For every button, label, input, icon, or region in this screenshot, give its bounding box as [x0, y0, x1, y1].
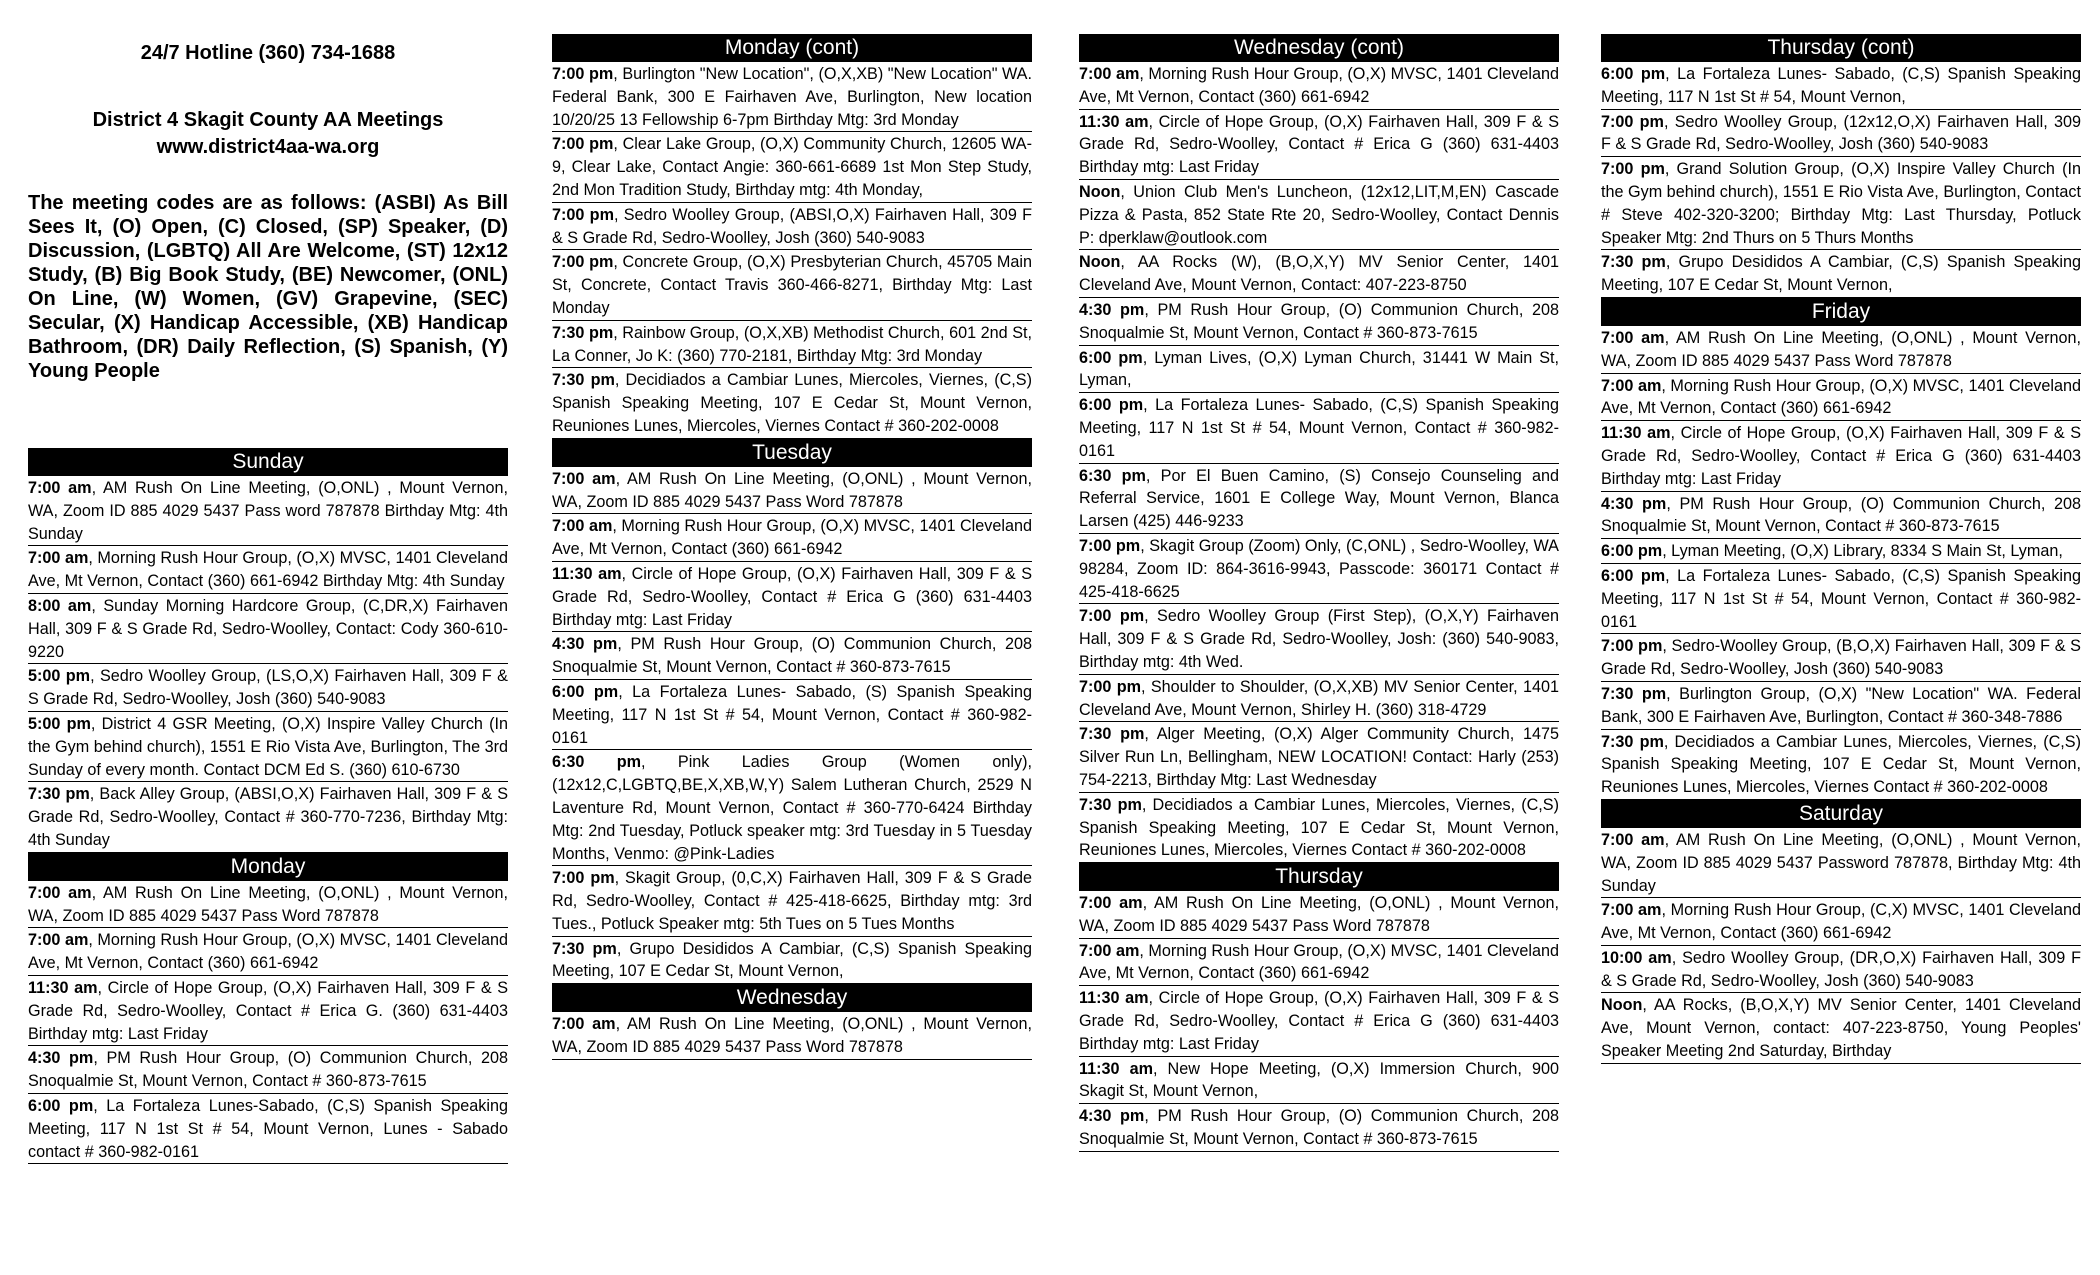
meeting-details: , Morning Rush Hour Group, (O,X) MVSC, 1401 Cleveland Ave, Mt Vernon, Contact (360) 661-6942 Birthday Mtg: 4th Sunday	[28, 549, 508, 591]
meeting-details: , Grupo Desididos A Cambiar, (C,S) Spanish Speaking Meeting, 107 E Cedar St, Mount Vernon,	[1601, 253, 2081, 295]
meeting-time: 7:30 pm	[1601, 684, 1667, 703]
meeting-time: 6:00 pm	[552, 682, 619, 701]
meeting-time: 11:30 am	[1601, 424, 1671, 443]
meeting-time: 6:00 pm	[1601, 566, 1666, 585]
meeting-entry	[552, 1012, 1032, 1060]
meeting-details: , Circle of Hope Group, (O,X) Fairhaven Hall, 309 F & S Grade Rd, Sedro-Woolley, Contact # Erica G (360) 631-4403 Birthday mtg: Last Friday	[1079, 112, 1559, 177]
day-header: Thursday (cont)	[1601, 34, 2081, 62]
meeting-time: 7:00 pm	[1601, 160, 1665, 179]
meeting-details: , Skagit Group, (0,C,X) Fairhaven Hall, 309 F & S Grade Rd, Sedro-Woolley, Contact # 425-418-6625, Birthday mtg: 3rd Tues., Potluck Speaker mtg: 5th Tues on 5 Tues Months	[552, 869, 1032, 933]
meeting-entry	[1079, 891, 1559, 939]
meeting-time: 7:30 pm	[1079, 795, 1142, 814]
meeting-time: 7:00 pm	[1079, 677, 1142, 696]
meeting-entry	[28, 1046, 508, 1094]
column-1	[28, 34, 508, 1264]
meeting-details: , AM Rush On Line Meeting, (O,ONL) , Mount Vernon, WA, Zoom ID 885 4029 5437 Password 787878, Birthday Mtg: 4th Sunday	[1601, 830, 2081, 895]
meeting-time: 7:00 pm	[1601, 112, 1664, 131]
meeting-entry	[1079, 1104, 1559, 1152]
meeting-time: 7:00 pm	[552, 869, 615, 888]
meeting-details: , Circle of Hope Group, (O,X) Fairhaven Hall, 309 F & S Grade Rd, Sedro-Woolley, Contact # Erica G. (360) 631-4403 Birthday mtg: Last Friday	[28, 978, 508, 1043]
meeting-entry	[552, 368, 1032, 438]
meeting-entry	[28, 664, 508, 712]
meeting-details: , Rainbow Group, (O,X,XB) Methodist Church, 601 2nd St, La Conner, Jo K: (360) 770-2181, Birthday Mtg: 3rd Monday	[552, 323, 1032, 365]
meeting-details: , Shoulder to Shoulder, (O,X,XB) MV Senior Center, 1401 Cleveland Ave, Mount Vernon, Shirley H. (360) 318-4729	[1079, 677, 1559, 719]
meeting-entry	[552, 866, 1032, 936]
meeting-time: 7:00 pm	[552, 135, 614, 154]
meeting-entry	[1079, 675, 1559, 723]
meeting-entry	[1601, 828, 2081, 898]
meeting-details: , La Fortaleza Lunes- Sabado, (C,S) Spanish Speaking Meeting, 117 N 1st St # 54, Mount Vernon, Contact # 360-982-0161	[1079, 396, 1559, 460]
meeting-time: Noon	[1601, 996, 1643, 1015]
meeting-details: , Clear Lake Group, (O,X) Community Church, 12605 WA-9, Clear Lake, Contact Angie: 360-661-6689 1st Mon Step Study, 2nd Mon Tradition Study, Birthday mtg: 4th Monday,	[552, 135, 1032, 199]
meeting-details: , Sunday Morning Hardcore Group, (C,DR,X) Fairhaven Hall, 309 F & S Grade Rd, Sedro-Woolley, Contact: Cody 360-610-9220	[28, 596, 508, 661]
meeting-entry	[552, 250, 1032, 320]
meeting-details: , AM Rush On Line Meeting, (O,ONL) , Mount Vernon, WA, Zoom ID 885 4029 5437 Pass Word 787878	[1079, 894, 1559, 935]
meeting-details: , La Fortaleza Lunes- Sabado, (C,S) Spanish Speaking Meeting, 117 N 1st St # 54, Mount Vernon,	[1601, 65, 2081, 106]
meeting-time: 7:30 pm	[1601, 732, 1664, 751]
meeting-time: 6:00 pm	[1601, 542, 1663, 561]
meeting-entry	[552, 467, 1032, 515]
meeting-time: 7:30 pm	[552, 939, 617, 958]
meeting-entry	[1079, 793, 1559, 863]
meeting-details: , PM Rush Hour Group, (O) Communion Church, 208 Snoqualmie St, Mount Vernon, Contact # 360-873-7615	[1079, 300, 1559, 342]
meeting-details: , Morning Rush Hour Group, (O,X) MVSC, 1401 Cleveland Ave, Mt Vernon, Contact (360) 661-6942	[1079, 941, 1559, 983]
meeting-time: 7:00 pm	[1601, 637, 1663, 656]
meeting-entry	[28, 881, 508, 929]
meeting-details: , Circle of Hope Group, (O,X) Fairhaven Hall, 309 F & S Grade Rd, Sedro-Woolley, Contact # Erica G (360) 631-4403 Birthday mtg: Last Friday	[1079, 989, 1559, 1053]
day-header: Friday	[1601, 298, 2081, 326]
meeting-details: , Circle of Hope Group, (O,X) Fairhaven Hall, 309 F & S Grade Rd, Sedro-Woolley, Contact # Erica G (360) 631-4403 Birthday mtg: Last Friday	[1601, 424, 2081, 488]
meeting-details: , AM Rush On Line Meeting, (O,ONL) , Mount Vernon, WA, Zoom ID 885 4029 5437 Pass Word 787878	[552, 1015, 1032, 1057]
meeting-time: 6:00 pm	[28, 1096, 94, 1115]
day-header: Monday (cont)	[552, 34, 1032, 62]
meeting-details: , Lyman Meeting, (O,X) Library, 8334 S Main St, Lyman,	[1662, 542, 2063, 561]
meeting-time: 7:30 pm	[552, 323, 614, 342]
column-3	[1079, 34, 1559, 1264]
meeting-details: , La Fortaleza Lunes- Sabado, (C,S) Spanish Speaking Meeting, 117 N 1st St # 54, Mount Vernon, Contact # 360-982-0161	[1601, 566, 2081, 631]
meeting-details: , Sedro Woolley Group, (ABSI,O,X) Fairhaven Hall, 309 F & S Grade Rd, Sedro-Woolley, Josh (360) 540-9083	[552, 205, 1032, 247]
meeting-details: , PM Rush Hour Group, (O) Communion Church, 208 Snoqualmie St, Mount Vernon, Contact # 360-873-7615	[552, 635, 1032, 677]
meeting-details: , Sedro-Woolley Group, (B,O,X) Fairhaven Hall, 309 F & S Grade Rd, Sedro-Woolley, Josh (360) 540-9083	[1601, 637, 2081, 679]
meeting-entry	[1079, 1057, 1559, 1105]
meeting-time: 7:00 am	[28, 931, 89, 950]
meeting-details: , Morning Rush Hour Group, (O,X) MVSC, 1401 Cleveland Ave, Mt Vernon, Contact (360) 661-6942	[28, 931, 508, 973]
day-header: Wednesday	[552, 984, 1032, 1012]
meeting-time: 11:30 am	[1079, 112, 1149, 131]
meeting-time: 10:00 am	[1601, 948, 1672, 967]
meeting-entry	[1079, 464, 1559, 534]
meeting-entry	[1079, 180, 1559, 250]
meeting-time: 4:30 pm	[1601, 494, 1667, 513]
column-2-sections	[552, 34, 1032, 1060]
meeting-entry	[1601, 564, 2081, 634]
meeting-details: , Sedro Woolley Group, (DR,O,X) Fairhaven Hall, 309 F & S Grade Rd, Sedro-Woolley, Josh (360) 540-9083	[1601, 948, 2081, 990]
meeting-entry	[28, 712, 508, 782]
meeting-entry	[1601, 492, 2081, 540]
meeting-details: , AM Rush On Line Meeting, (O,ONL) , Mount Vernon, WA, Zoom ID 885 4029 5437 Pass Word 787878	[28, 883, 508, 925]
meeting-details: , AM Rush On Line Meeting, (O,ONL) , Mount Vernon, WA, Zoom ID 885 4029 5437 Pass Word 787878	[552, 469, 1032, 511]
meeting-time: 4:30 pm	[28, 1049, 94, 1068]
meeting-details: , Lyman Lives, (O,X) Lyman Church, 31441 W Main St, Lyman,	[1079, 348, 1559, 390]
meeting-time: 7:00 pm	[1079, 536, 1141, 555]
meeting-details: , Decidiados a Cambiar Lunes, Miercoles, Viernes, (C,S) Spanish Speaking Meeting, 107 E Cedar St, Mount Vernon, Reuniones Lunes, Miercoles, Viernes Contact # 360-202-0008	[1079, 795, 1559, 860]
meeting-details: , Alger Meeting, (O,X) Alger Community Church, 1475 Silver Run Ln, Bellingham, NEW LOCATION! Contact: Harly (253) 754-2213, Birthday Mtg: Last Wednesday	[1079, 725, 1559, 789]
meeting-details: , Morning Rush Hour Group, (O,X) MVSC, 1401 Cleveland Ave, Mt Vernon, Contact (360) 661-6942	[1079, 65, 1559, 106]
meeting-entry	[1601, 682, 2081, 730]
meeting-time: 7:00 am	[1079, 941, 1140, 960]
meeting-details: , PM Rush Hour Group, (O) Communion Church, 208 Snoqualmie St, Mount Vernon, Contact # 360-873-7615	[28, 1049, 508, 1091]
meeting-entry	[28, 1094, 508, 1164]
meeting-time: 7:00 am	[28, 883, 92, 902]
day-header: Tuesday	[552, 439, 1032, 467]
day-header: Thursday	[1079, 863, 1559, 891]
meeting-entry	[1079, 534, 1559, 604]
column-4	[1601, 34, 2081, 1264]
meeting-time: 7:00 pm	[552, 253, 614, 272]
meeting-time: 11:30 am	[1079, 989, 1149, 1008]
column-1-sections	[28, 448, 508, 1164]
meeting-details: , AA Rocks, (B,O,X,Y) MV Senior Center, 1401 Cleveland Ave, Mount Vernon, contact: 407-223-8750, Young Peoples' Speaker Meeting 2nd Saturday, Birthday	[1601, 996, 2081, 1061]
meeting-entry	[1079, 346, 1559, 394]
meeting-details: , District 4 GSR Meeting, (O,X) Inspire Valley Church (In the Gym behind church), 1551 E Rio Vista Ave, Burlington, The 3rd Sunday of every month. Contact DCM Ed S. (360) 610-6730	[28, 714, 508, 779]
meeting-entry	[28, 976, 508, 1046]
meeting-time: 4:30 pm	[1079, 1107, 1145, 1126]
meeting-time: 5:00 pm	[28, 667, 91, 686]
meeting-time: 11:30 am	[28, 978, 98, 997]
meeting-entry	[1601, 634, 2081, 682]
meeting-entry	[552, 321, 1032, 369]
meeting-entry	[1601, 946, 2081, 994]
meeting-time: 7:00 am	[1079, 894, 1143, 913]
day-header: Wednesday (cont)	[1079, 34, 1559, 62]
column-2	[552, 34, 1032, 1264]
meeting-time: 7:00 am	[1601, 376, 1662, 395]
day-header: Saturday	[1601, 800, 2081, 828]
meeting-details: , Sedro Woolley Group (First Step), (O,X,Y) Fairhaven Hall, 309 F & S Grade Rd, Sedro-Woolley, Josh: (360) 540-9083, Birthday mtg: 4th Wed.	[1079, 607, 1559, 671]
meeting-time: 7:00 pm	[552, 205, 614, 224]
meeting-time: 7:30 pm	[1601, 253, 1666, 272]
meeting-entry	[552, 203, 1032, 251]
meeting-details: , Circle of Hope Group, (O,X) Fairhaven Hall, 309 F & S Grade Rd, Sedro-Woolley, Contact # Erica G (360) 631-4403 Birthday mtg: Last Friday	[552, 564, 1032, 629]
meeting-details: , Pink Ladies Group (Women only), (12x12,C,LGBTQ,BE,X,XB,W,Y) Salem Lutheran Church, 2529 N Laventure Rd, Mount Vernon, Contact # 360-770-6424 Birthday Mtg: 2nd Tuesday, Potluck speaker mtg: 3rd Tuesday in 5 Tuesday Months, Venmo: @Pink-Ladies	[552, 753, 1032, 863]
meeting-codes: The meeting codes are as follows: (ASBI) As Bill Sees It, (O) Open, (C) Closed, (SP) Speaker, (D) Discussion, (LGBTQ) All Are Welcome, (ST) 12x12 Study, (B) Big Book Study, (BE) Newcomer, (ONL) On Line, (W) Women, (GV) Grapevine, (SEC) Secular, (X) Handicap Accessible, (XB) Handicap Bathroom, (DR) Daily Reflection, (S) Spanish, (Y) Young People	[28, 192, 508, 382]
meeting-details: , Decidiados a Cambiar Lunes, Miercoles, Viernes, (C,S) Spanish Speaking Meeting, 107 E Cedar St, Mount Vernon, Reuniones Lunes, Miercoles, Viernes Contact # 360-202-0008	[552, 371, 1032, 435]
meeting-entry	[552, 937, 1032, 985]
meeting-time: 7:00 am	[28, 549, 89, 568]
meeting-details: , PM Rush Hour Group, (O) Communion Church, 208 Snoqualmie St, Mount Vernon, Contact # 360-873-7615	[1079, 1107, 1559, 1149]
meeting-time: 6:00 pm	[1079, 396, 1144, 415]
meeting-time: 6:30 pm	[1079, 466, 1146, 485]
district-title: District 4 Skagit County AA Meetings	[92, 109, 444, 131]
meeting-entry	[552, 750, 1032, 866]
meeting-time: 8:00 am	[28, 596, 92, 615]
meeting-time: 7:00 am	[552, 1015, 616, 1034]
meeting-details: , La Fortaleza Lunes- Sabado, (S) Spanish Speaking Meeting, 117 N 1st St # 54, Mount Vernon, Contact # 360-982-0161	[552, 682, 1032, 747]
meeting-entry	[1601, 374, 2081, 422]
meeting-entry	[1601, 539, 2081, 564]
meeting-entry	[1079, 298, 1559, 346]
meeting-details: , AA Rocks (W), (B,O,X,Y) MV Senior Center, 1401 Cleveland Ave, Mount Vernon, Contact: 407-223-8750	[1079, 253, 1559, 295]
meeting-time: Noon	[1079, 253, 1121, 272]
meeting-time: 7:00 pm	[1079, 607, 1145, 626]
meeting-details: , Morning Rush Hour Group, (O,X) MVSC, 1401 Cleveland Ave, Mt Vernon, Contact (360) 661-6942	[552, 517, 1032, 559]
meeting-details: , Burlington Group, (O,X) "New Location" WA. Federal Bank, 300 E Fairhaven Ave, Burlington, Contact # 360-348-7886	[1601, 684, 2081, 726]
meeting-details: , Skagit Group (Zoom) Only, (C,ONL) , Sedro-Woolley, WA 98284, Zoom ID: 864-3616-9943, Passcode: 360171 Contact # 425-418-6625	[1079, 536, 1559, 601]
meeting-details: , PM Rush Hour Group, (O) Communion Church, 208 Snoqualmie St, Mount Vernon, Contact # 360-873-7615	[1601, 494, 2081, 536]
meeting-entry	[552, 562, 1032, 632]
meeting-entry	[28, 928, 508, 976]
meeting-entry	[1601, 110, 2081, 158]
hotline: 24/7 Hotline (360) 734-1688	[140, 42, 396, 64]
meeting-details: , Por El Buen Camino, (S) Consejo Counseling and Referral Service, 1601 E College Way, Mount Vernon, Blanca Larsen (425) 446-9233	[1079, 466, 1559, 531]
meeting-time: 11:30 am	[1079, 1059, 1153, 1078]
meeting-details: , Grupo Desididos A Cambiar, (C,S) Spanish Speaking Meeting, 107 E Cedar St, Mount Vernon,	[552, 939, 1032, 981]
meeting-time: 4:30 pm	[1079, 300, 1145, 319]
meeting-entry	[28, 782, 508, 852]
meeting-time: 7:00 am	[552, 469, 616, 488]
meeting-time: Noon	[1079, 182, 1121, 201]
meeting-time: 7:00 am	[28, 479, 92, 497]
meeting-details: , Burlington "New Location", (O,X,XB) "New Location" WA. Federal Bank, 300 E Fairhaven Ave, Burlington, New location 10/20/25 13 Fellowship 6-7pm Birthday Mtg: 3rd Monday	[552, 65, 1032, 129]
meeting-entry	[28, 546, 508, 594]
meeting-entry	[28, 594, 508, 664]
meeting-details: , Concrete Group, (O,X) Presbyterian Church, 45705 Main St, Concrete, Contact Travis 360-466-8271, Birthday Mtg: Last Monday	[552, 253, 1032, 317]
meeting-details: , Grand Solution Group, (O,X) Inspire Valley Church (In the Gym behind church), 1551 E Rio Vista Ave, Burlington, Contact # Steve 402-320-3200; Birthday Mtg: Last Thursday, Potluck Speaker Mtg: 2nd Thurs on 5 Thurs Months	[1601, 160, 2081, 247]
meeting-details: , Back Alley Group, (ABSI,O,X) Fairhaven Hall, 309 F & S Grade Rd, Sedro-Woolley, Contact # 360-770-7236, Birthday Mtg: 4th Sunday	[28, 785, 508, 849]
meeting-entry	[28, 476, 508, 546]
meeting-time: 7:00 pm	[552, 65, 614, 83]
meeting-time: 7:00 am	[1079, 65, 1140, 83]
meeting-details: , AM Rush On Line Meeting, (O,ONL) , Mount Vernon, WA, Zoom ID 885 4029 5437 Pass word 787878 Birthday Mtg: 4th Sunday	[28, 479, 508, 543]
meeting-details: , New Hope Meeting, (O,X) Immersion Church, 900 Skagit St, Mount Vernon,	[1079, 1059, 1559, 1101]
meeting-details: , Sedro Woolley Group, (LS,O,X) Fairhaven Hall, 309 F & S Grade Rd, Sedro-Woolley, Josh (360) 540-9083	[28, 667, 508, 709]
day-header: Monday	[28, 853, 508, 881]
intro-block	[28, 40, 508, 161]
meeting-time: 7:30 pm	[552, 371, 615, 390]
meeting-time: 5:00 pm	[28, 714, 91, 733]
meeting-time: 7:00 am	[1601, 830, 1665, 849]
meeting-details: , Morning Rush Hour Group, (O,X) MVSC, 1401 Cleveland Ave, Mt Vernon, Contact (360) 661-6942	[1601, 376, 2081, 418]
meeting-time: 6:00 pm	[1601, 65, 1666, 83]
meeting-time: 7:00 am	[552, 517, 613, 536]
meeting-entry	[1601, 993, 2081, 1063]
meeting-entry	[552, 632, 1032, 680]
meeting-details: , Union Club Men's Luncheon, (12x12,LIT,M,EN) Cascade Pizza & Pasta, 852 State Rte 20, Sedro-Woolley, Contact Dennis P: dperklaw@outlook.com	[1079, 182, 1559, 247]
meeting-time: 6:30 pm	[552, 753, 642, 772]
meeting-details: , Decidiados a Cambiar Lunes, Miercoles, Viernes, (C,S) Spanish Speaking Meeting, 107 E Cedar St, Mount Vernon, Reuniones Lunes, Miercoles, Viernes Contact # 360-202-0008	[1601, 732, 2081, 797]
meeting-entry	[1601, 730, 2081, 800]
column-4-sections	[1601, 34, 2081, 1064]
meeting-entry	[1079, 939, 1559, 987]
meeting-entry	[552, 132, 1032, 202]
meeting-entry	[1079, 393, 1559, 463]
meeting-time: 7:30 pm	[1079, 725, 1145, 744]
meeting-time: 7:30 pm	[28, 785, 90, 804]
meeting-details: , La Fortaleza Lunes-Sabado, (C,S) Spanish Speaking Meeting, 117 N 1st St # 54, Mount Vernon, Lunes - Sabado contact # 360-982-0161	[28, 1096, 508, 1161]
meeting-entry	[1601, 421, 2081, 491]
day-header: Sunday	[28, 448, 508, 476]
meeting-entry	[1601, 250, 2081, 298]
meeting-time: 7:00 am	[1601, 901, 1662, 920]
meeting-entry	[1601, 898, 2081, 946]
meeting-entry	[1079, 250, 1559, 298]
meeting-entry	[1601, 157, 2081, 250]
meeting-entry	[1079, 62, 1559, 110]
meeting-entry	[552, 680, 1032, 750]
meeting-entry	[552, 62, 1032, 132]
meeting-entry	[1601, 326, 2081, 374]
meeting-time: 7:00 am	[1601, 328, 1665, 347]
meeting-entry	[1079, 986, 1559, 1056]
meeting-details: , AM Rush On Line Meeting, (O,ONL) , Mount Vernon, WA, Zoom ID 885 4029 5437 Pass Word 787878	[1601, 328, 2081, 370]
meeting-time: 4:30 pm	[552, 635, 618, 654]
meeting-time: 6:00 pm	[1079, 348, 1143, 367]
meeting-details: , Sedro Woolley Group, (12x12,O,X) Fairhaven Hall, 309 F & S Grade Rd, Sedro-Woolley, Josh (360) 540-9083	[1601, 112, 2081, 154]
meeting-entry	[552, 514, 1032, 562]
meeting-time: 11:30 am	[552, 564, 622, 583]
meeting-entry	[1079, 722, 1559, 792]
website: www.district4aa-wa.org	[156, 136, 380, 158]
meeting-entry	[1079, 604, 1559, 674]
column-3-sections	[1079, 34, 1559, 1152]
meeting-entry	[1601, 62, 2081, 110]
meeting-entry	[1079, 110, 1559, 180]
meeting-details: , Morning Rush Hour Group, (C,X) MVSC, 1401 Cleveland Ave, Mt Vernon, Contact (360) 661-6942	[1601, 901, 2081, 943]
